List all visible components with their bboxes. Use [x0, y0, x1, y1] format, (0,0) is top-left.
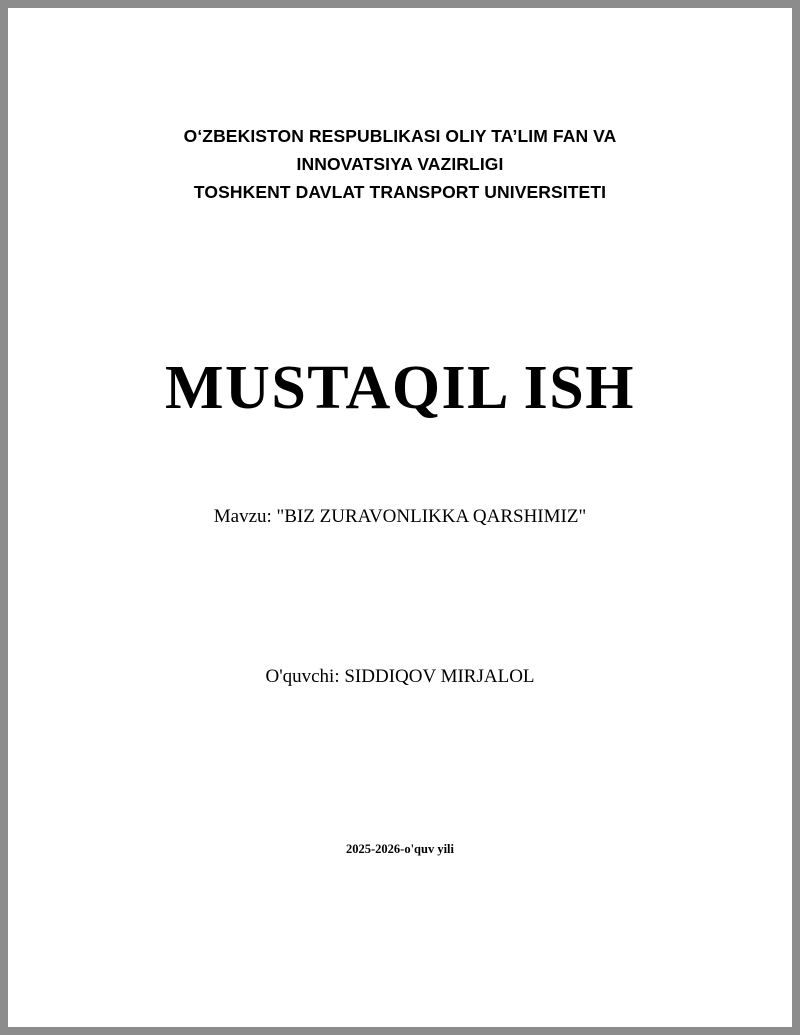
institution-header-line-3: TOSHKENT DAVLAT TRANSPORT UNIVERSITETI: [193, 182, 607, 202]
document-page: [8, 8, 792, 1027]
document-title-block: [8, 353, 792, 423]
institution-header: [8, 122, 792, 206]
academic-year-line: 2025-2026-o'quv yili: [346, 842, 454, 856]
institution-header-line-1: O‘ZBEKISTON RESPUBLIKASI OLIY TA’LIM FAN VA: [183, 126, 617, 146]
page-title: MUSTAQIL ISH: [165, 354, 635, 422]
subject-line: Mavzu: "BIZ ZURAVONLIKKA QARSHIMIZ": [213, 506, 587, 527]
student-line: O'quvchi: SIDDIQOV MIRJALOL: [265, 666, 535, 687]
document-body: [8, 8, 792, 1027]
institution-header-line-2: INNOVATSIYA VAZIRLIGI: [296, 154, 504, 174]
